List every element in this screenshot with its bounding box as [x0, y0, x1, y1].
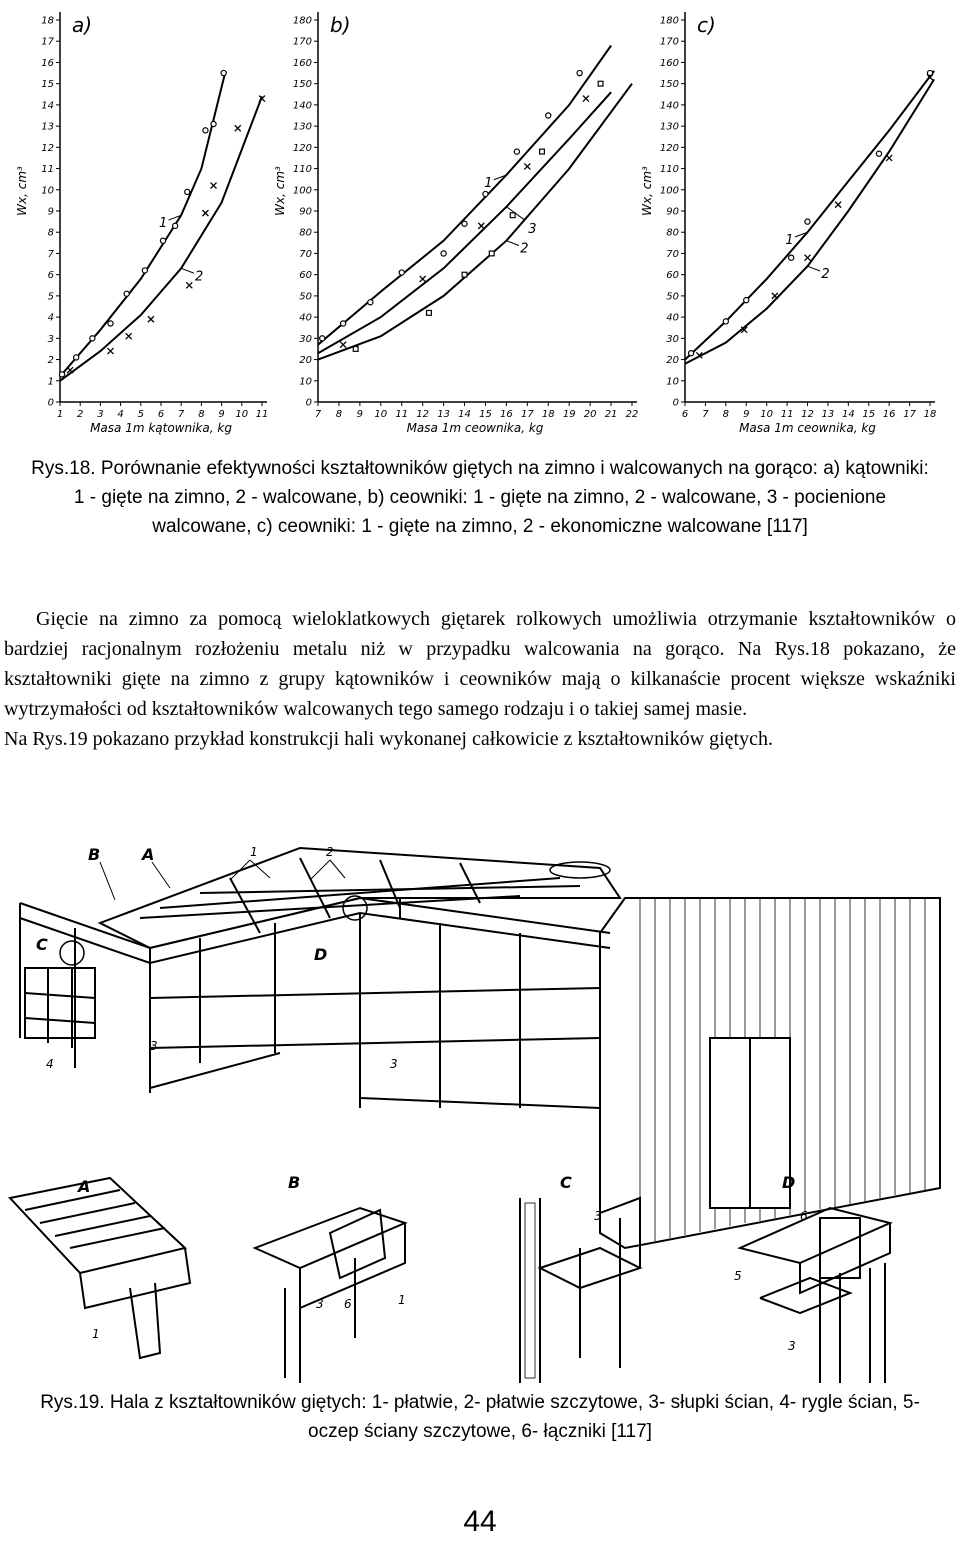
x-tick-label: 11: [395, 409, 409, 420]
y-tick-label: 80: [666, 227, 679, 239]
data-point-circle: [483, 191, 488, 196]
y-tick-label: 50: [666, 291, 679, 303]
x-tick-label: 4: [117, 409, 124, 420]
detail-d-num-3: 3: [788, 1339, 796, 1353]
series-number-label: 2: [195, 269, 204, 285]
data-point-circle: [723, 319, 728, 324]
y-tick-label: 9: [47, 206, 54, 218]
data-point-circle: [577, 70, 582, 75]
series-number-label: 2: [520, 241, 529, 257]
y-tick-label: 20: [299, 355, 312, 367]
x-tick-label: 19: [562, 409, 576, 420]
x-tick-label: 9: [356, 409, 364, 420]
y-tick-label: 6: [47, 270, 54, 282]
data-point-circle: [514, 149, 519, 154]
data-point-circle: [876, 151, 881, 156]
y-tick-label: 30: [666, 333, 679, 345]
x-tick-label: 22: [625, 409, 639, 420]
y-tick-label: 10: [299, 376, 312, 388]
data-point-cross: [186, 282, 192, 288]
label-b: B: [88, 845, 101, 864]
y-tick-label: 16: [41, 57, 54, 69]
x-tick-label: 9: [218, 409, 225, 420]
data-point-cross: [772, 293, 778, 299]
y-tick-label: 90: [666, 206, 679, 218]
page-number: 44: [463, 1505, 497, 1538]
x-tick-label: 17: [903, 409, 916, 420]
x-tick-label: 10: [374, 409, 388, 420]
x-tick-label: 10: [760, 409, 774, 420]
series-curve-2: [318, 84, 632, 360]
y-tick-label: 10: [666, 376, 679, 388]
x-axis-label: Masa 1m ceownika, kg: [739, 421, 876, 435]
x-tick-label: 6: [157, 409, 165, 420]
detail-a-label: A: [78, 1177, 91, 1196]
data-point-circle: [90, 336, 95, 341]
data-point-cross: [211, 183, 217, 189]
y-tick-label: 120: [292, 142, 312, 154]
data-point-circle: [59, 372, 64, 377]
x-tick-label: 9: [743, 409, 750, 420]
data-point-circle: [108, 321, 113, 326]
detail-b-label: B: [288, 1173, 301, 1192]
body-text: [4, 604, 956, 754]
data-point-circle: [160, 238, 165, 243]
data-point-cross: [478, 223, 484, 229]
y-tick-label: 14: [41, 100, 54, 112]
y-tick-label: 100: [659, 185, 679, 197]
series-number-label: 1: [159, 216, 168, 232]
y-tick-label: 120: [659, 142, 679, 154]
charts-canvas: [0, 0, 960, 450]
data-point-circle: [341, 321, 346, 326]
y-tick-label: 1: [47, 376, 54, 388]
data-point-circle: [320, 336, 325, 341]
x-tick-label: 8: [198, 409, 205, 420]
y-tick-label: 0: [672, 397, 679, 409]
data-point-cross: [835, 202, 841, 208]
x-tick-label: 20: [583, 409, 597, 420]
x-tick-label: 12: [416, 409, 430, 420]
chart-panel-1: [15, 12, 268, 435]
x-tick-label: 16: [500, 409, 513, 420]
data-point-circle: [185, 189, 190, 194]
x-tick-label: 8: [722, 409, 730, 420]
y-tick-label: 3: [47, 333, 54, 345]
detail-d-label: D: [782, 1173, 796, 1192]
y-tick-label: 7: [47, 248, 54, 260]
data-point-cross: [148, 316, 154, 322]
y-tick-label: 10: [41, 185, 54, 197]
series-leader: [506, 241, 519, 246]
detail-b-num-3: 3: [316, 1297, 324, 1311]
panel-label: a): [72, 13, 93, 37]
x-tick-label: 1: [56, 409, 64, 420]
series-leader: [181, 268, 194, 273]
y-tick-label: 17: [41, 36, 54, 48]
x-tick-label: 12: [801, 409, 814, 420]
figure-19-hall-drawing: [0, 838, 960, 1388]
data-point-circle: [211, 121, 216, 126]
y-tick-label: 110: [659, 164, 679, 176]
label-1: 1: [250, 845, 258, 859]
x-tick-label: 11: [255, 409, 269, 420]
y-tick-label: 180: [659, 15, 679, 27]
y-tick-label: 0: [47, 397, 54, 409]
data-point-circle: [74, 355, 79, 360]
y-tick-label: 30: [299, 333, 312, 345]
x-tick-label: 16: [882, 409, 896, 420]
data-point-square: [462, 272, 467, 277]
label-c: C: [36, 935, 48, 954]
x-tick-label: 8: [335, 409, 343, 420]
y-tick-label: 0: [305, 397, 312, 409]
data-point-cross: [340, 342, 346, 348]
detail-a-num-1: 1: [92, 1327, 100, 1341]
series-curve-1: [60, 71, 226, 377]
data-point-circle: [462, 221, 467, 226]
y-tick-label: 150: [292, 79, 312, 91]
y-tick-label: 40: [299, 312, 312, 324]
x-tick-label: 10: [235, 409, 249, 420]
data-point-cross: [583, 96, 589, 102]
x-tick-label: 7: [314, 409, 322, 420]
x-tick-label: 18: [923, 409, 937, 420]
data-point-circle: [744, 298, 749, 303]
data-point-square: [598, 81, 603, 86]
y-tick-label: 170: [292, 36, 312, 48]
y-tick-label: 11: [41, 164, 54, 176]
x-tick-label: 6: [681, 409, 689, 420]
figure-18-charts: [0, 0, 960, 450]
data-point-circle: [124, 291, 129, 296]
data-point-cross: [420, 276, 426, 282]
data-point-square: [427, 310, 432, 315]
x-axis-label: Masa 1m kątownika, kg: [90, 421, 232, 435]
y-tick-label: 5: [47, 291, 54, 303]
data-point-square: [489, 251, 494, 256]
detail-b: [255, 1208, 405, 1383]
label-3: 3: [150, 1039, 158, 1053]
x-tick-label: 7: [702, 409, 709, 420]
y-tick-label: 20: [666, 355, 679, 367]
data-point-circle: [368, 300, 373, 305]
y-tick-label: 12: [41, 142, 54, 154]
y-axis-label: Wx, cm³: [15, 166, 29, 216]
series-curve-1: [685, 71, 934, 360]
detail-b-num-1: 1: [398, 1293, 406, 1307]
y-tick-label: 170: [659, 36, 679, 48]
y-tick-label: 160: [659, 57, 679, 69]
data-point-circle: [221, 70, 226, 75]
y-tick-label: 2: [47, 355, 54, 367]
figure-19-caption: Rys.19. Hala z kształtowników giętych: 1- płatwie, 2- płatwie szczytowe, 3- słupki ścian, 4- rygle ścian, 5- oczep ściany szczytowe, 6- łączniki [117]: [40, 1392, 920, 1442]
y-tick-label: 40: [666, 312, 679, 324]
detail-d-num-6: 6: [800, 1209, 808, 1223]
y-tick-label: 160: [292, 57, 312, 69]
data-point-square: [353, 347, 358, 352]
data-point-cross: [805, 255, 811, 261]
data-point-cross: [126, 333, 132, 339]
y-tick-label: 130: [659, 121, 679, 133]
label-2: 2: [326, 845, 334, 859]
data-point-circle: [399, 270, 404, 275]
panel-label: c): [697, 13, 716, 37]
y-tick-label: 80: [299, 227, 312, 239]
label-4: 4: [46, 1057, 54, 1071]
data-point-cross: [202, 210, 208, 216]
chart-panel-2: [273, 12, 638, 435]
y-tick-label: 90: [299, 206, 312, 218]
detail-b-num-6: 6: [344, 1297, 352, 1311]
x-tick-label: 14: [458, 409, 471, 420]
label-a: A: [142, 845, 155, 864]
data-point-circle: [805, 219, 810, 224]
y-tick-label: 60: [299, 270, 312, 282]
data-point-cross: [524, 163, 530, 169]
x-tick-label: 7: [178, 409, 185, 420]
y-tick-label: 70: [666, 248, 679, 260]
y-tick-label: 140: [292, 100, 312, 112]
paragraph-1: Gięcie na zimno za pomocą wieloklatkowych giętarek rolkowych umożliwia otrzymanie kształtowników o bardziej racjonalnym rozłożeniu metalu niż w przypadku walcowania na gorąco. Na Rys.18 pokazano, że kształtowniki gięte na zimno z grupy kątowników i ceowników mają o kilkanaście procent większe wskaźniki wytrzymałości od kształtowników walcowanych tego samego rodzaju i o takiej samej masie.: [4, 608, 956, 720]
x-tick-label: 14: [841, 409, 855, 420]
data-point-square: [510, 213, 515, 218]
y-tick-label: 130: [292, 121, 312, 133]
data-point-cross: [108, 348, 114, 354]
label-d: D: [314, 945, 328, 964]
label-3b: 3: [390, 1057, 398, 1071]
y-tick-label: 13: [41, 121, 54, 133]
y-tick-label: 15: [41, 79, 54, 91]
data-point-cross: [886, 155, 892, 161]
x-tick-label: 15: [862, 409, 876, 420]
x-tick-label: 5: [137, 409, 144, 420]
detail-d: [740, 1208, 890, 1383]
paragraph-2: Na Rys.19 pokazano przykład konstrukcji hali wykonanej całkowicie z kształtowników giętych.: [4, 728, 773, 750]
x-tick-label: 13: [437, 409, 450, 420]
hall-illustration: [0, 838, 960, 1388]
x-tick-label: 2: [77, 409, 84, 420]
y-tick-label: 8: [47, 227, 54, 239]
series-curve-1: [318, 46, 611, 345]
detail-c-label: C: [560, 1173, 572, 1192]
data-point-circle: [173, 223, 178, 228]
data-point-circle: [441, 251, 446, 256]
series-number-label: 1: [484, 175, 493, 191]
data-point-circle: [142, 268, 147, 273]
x-tick-label: 3: [97, 409, 104, 420]
y-tick-label: 150: [659, 79, 679, 91]
figure-18-caption: Rys.18. Porównanie efektywności kształtowników giętych na zimno i walcowanych na gorąco: a) kątowniki: 1 - gięte na zimno, 2 - walcowane, b) ceowniki: 1 - gięte na zimno, 2 - walcowane, 3 - pocienione walcowane, c) ceowniki: 1 - gięte na zimno, 2 - ekonomiczne walcowane [117]: [31, 458, 929, 537]
y-tick-label: 100: [292, 185, 312, 197]
panel-label: b): [330, 13, 351, 37]
detail-c: [520, 1198, 640, 1383]
detail-d-num-5: 5: [734, 1269, 742, 1283]
series-number-label: 3: [528, 221, 537, 237]
y-tick-label: 18: [41, 15, 54, 27]
x-tick-label: 11: [780, 409, 794, 420]
data-point-circle: [689, 351, 694, 356]
x-tick-label: 18: [541, 409, 555, 420]
x-axis-label: Masa 1m ceownika, kg: [406, 421, 544, 435]
y-axis-label: Wx, cm³: [640, 166, 654, 216]
y-tick-label: 4: [47, 312, 54, 324]
data-point-circle: [546, 113, 551, 118]
x-tick-label: 17: [520, 409, 534, 420]
y-tick-label: 140: [659, 100, 679, 112]
detail-c-num-3: 3: [594, 1209, 602, 1223]
y-tick-label: 110: [292, 164, 312, 176]
y-tick-label: 60: [666, 270, 679, 282]
y-tick-label: 180: [292, 15, 312, 27]
x-tick-label: 15: [479, 409, 492, 420]
x-tick-label: 13: [821, 409, 835, 420]
y-tick-label: 50: [299, 291, 312, 303]
series-leader: [808, 266, 821, 271]
series-number-label: 1: [785, 233, 794, 249]
chart-panel-3: [640, 12, 936, 435]
series-number-label: 2: [821, 267, 830, 283]
data-point-circle: [203, 128, 208, 133]
y-tick-label: 70: [299, 248, 312, 260]
x-tick-label: 21: [604, 409, 618, 420]
detail-a: [10, 1178, 190, 1358]
data-point-circle: [789, 255, 794, 260]
data-point-square: [540, 149, 545, 154]
data-point-cross: [235, 125, 241, 131]
y-axis-label: Wx, cm³: [273, 166, 287, 216]
